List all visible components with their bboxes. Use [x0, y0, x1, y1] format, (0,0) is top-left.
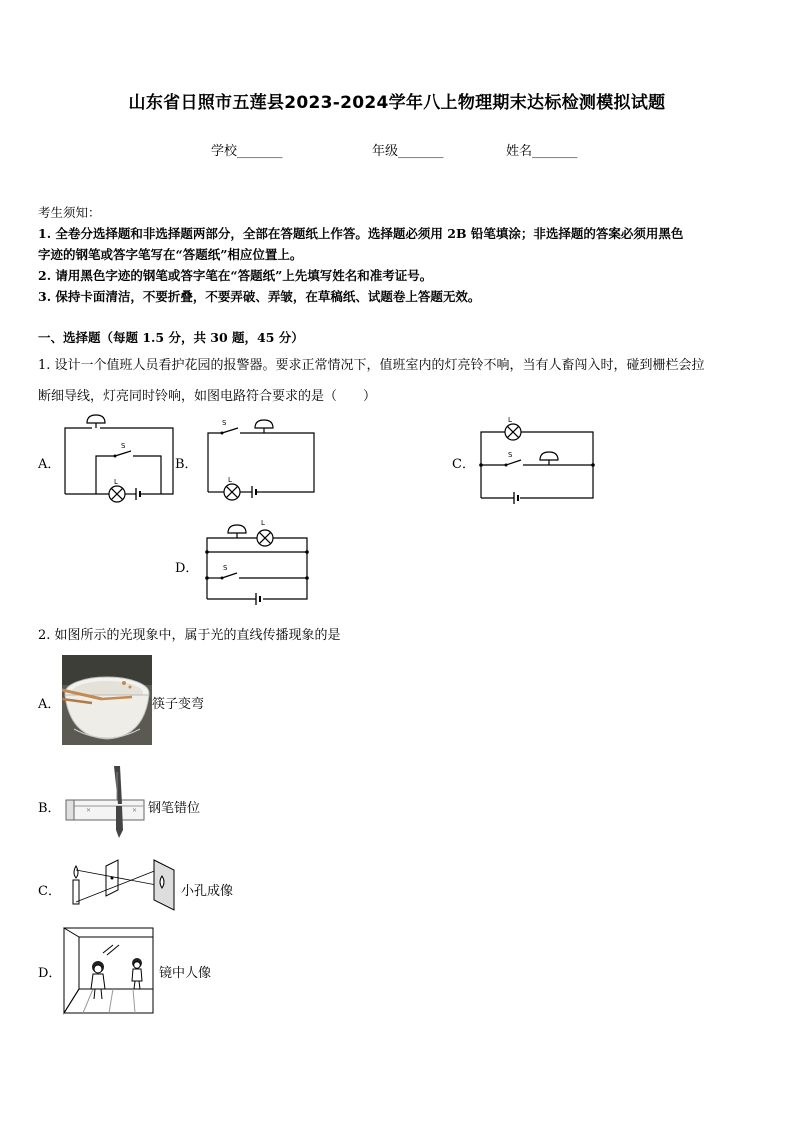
- q2-option-c-label: C．: [38, 884, 61, 899]
- chopsticks-in-bowl-image: [62, 655, 152, 745]
- lamp-label: L: [508, 416, 512, 424]
- circuit-c: [479, 416, 595, 504]
- q2-caption-c: 小孔成像: [181, 884, 234, 899]
- svg-text:✕: ✕: [86, 807, 92, 814]
- q1-option-a-label: A．: [38, 457, 61, 472]
- q2-caption-b: 钢笔错位: [148, 801, 201, 816]
- svg-text:✕: ✕: [132, 807, 138, 814]
- circuit-b: [208, 419, 314, 500]
- q2-caption-d: 镜中人像: [159, 966, 212, 981]
- lamp-label: L: [261, 519, 265, 527]
- q2-option-b-label: B．: [38, 801, 61, 816]
- q2-stem: 2. 如图所示的光现象中，属于光的直线传播现象的是: [38, 628, 341, 643]
- q1-option-d-label: D．: [175, 561, 199, 576]
- pinhole-camera-image: [66, 856, 178, 912]
- switch-label: S: [508, 451, 513, 459]
- q2-option-d-label: D．: [38, 966, 62, 981]
- notice-item-3: 3. 保持卡面清洁，不要折叠，不要弄破、弄皱，在草稿纸、试题卷上答题无效。: [38, 289, 481, 304]
- name-field: 姓名_______: [506, 144, 578, 159]
- pen-behind-glass-image: [62, 764, 148, 840]
- q2-option-a-label: A．: [38, 697, 61, 712]
- notice-item-1a: 1. 全卷分选择题和非选择题两部分，全部在答题纸上作答。选择题必须用 2B 铅笔填涂；非选择题的答案必须用黑色: [38, 226, 684, 241]
- q1-option-b-label: B．: [175, 457, 198, 472]
- notice-heading: 考生须知：: [38, 205, 101, 220]
- school-field: 学校_______: [211, 144, 283, 159]
- q2-caption-a: 筷子变弯: [152, 697, 205, 712]
- lamp-label: L: [114, 478, 118, 486]
- notice-item-2: 2. 请用黑色字迹的钢笔或答字笔在“答题纸”上先填写姓名和准考证号。: [38, 268, 433, 283]
- circuit-a: [65, 415, 173, 502]
- grade-field: 年级_______: [372, 144, 444, 159]
- mirror-reflection-image: [63, 927, 155, 1015]
- notice-item-1b: 字迹的钢笔或答字笔写在“答题纸”相应位置上。: [38, 247, 303, 262]
- switch-label: S: [121, 442, 126, 450]
- page-title: 山东省日照市五莲县2023-2024学年八上物理期末达标检测模拟试题: [128, 93, 666, 113]
- switch-label: S: [222, 419, 227, 427]
- circuit-d: [205, 519, 309, 605]
- q1-stem-line2: 断细导线，灯亮同时铃响，如图电路符合要求的是（ ）: [38, 389, 377, 404]
- lamp-label: L: [228, 476, 232, 484]
- switch-label: S: [223, 564, 228, 572]
- q1-stem-line1: 1. 设计一个值班人员看护花园的报警器。要求正常情况下，值班室内的灯亮铃不响，当有人畜闯入时，碰到栅栏会拉: [38, 358, 705, 373]
- section-heading: 一、选择题（每题 1.5 分，共 30 题，45 分）: [38, 330, 304, 345]
- q1-option-c-label: C．: [452, 457, 475, 472]
